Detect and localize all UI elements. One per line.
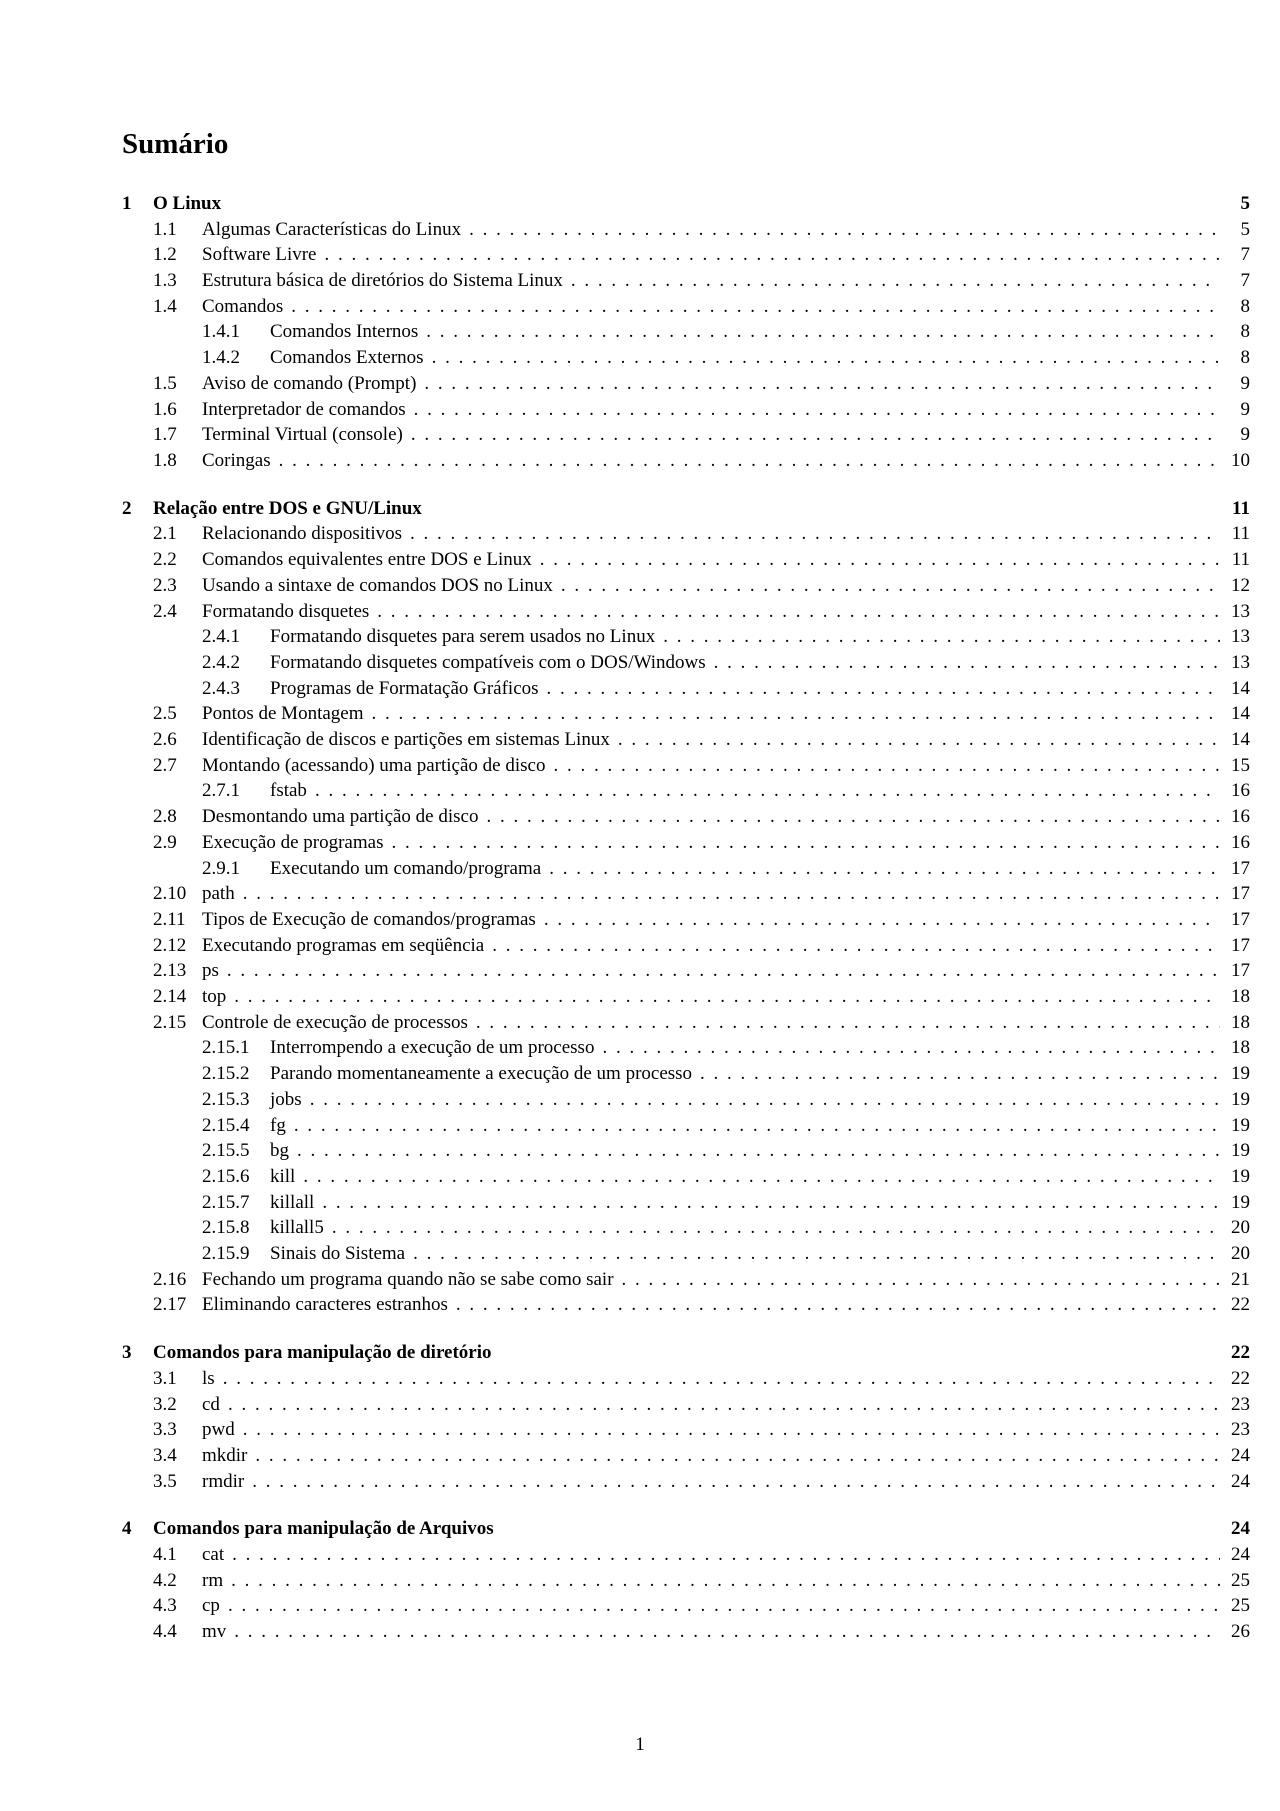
toc-entry-number: 4.2 — [153, 1569, 177, 1591]
toc-entry-page: 13 — [1231, 600, 1250, 622]
toc-entry-number: 2.12 — [153, 934, 187, 956]
toc-section-entry — [122, 267, 1250, 293]
toc-entry-number: 1.3 — [153, 269, 177, 291]
toc-section-entry — [122, 829, 1250, 855]
toc-entry-page: 7 — [1240, 243, 1250, 265]
toc-subsection-entry — [122, 1163, 1250, 1189]
toc-entry-number: 2.15 — [153, 1011, 187, 1033]
toc-entry-number: 3.2 — [153, 1393, 177, 1415]
toc-dot-leader — [426, 322, 1220, 341]
toc-subsection-entry — [122, 649, 1250, 675]
toc-dot-leader — [231, 1571, 1220, 1590]
toc-section-entry — [122, 216, 1250, 242]
toc-dot-leader — [228, 1395, 1220, 1414]
toc-entry-number: 2.13 — [153, 959, 187, 981]
toc-entry-title: cp — [202, 1594, 220, 1616]
toc-entry-number: 3.5 — [153, 1470, 177, 1492]
toc-entry-page: 11 — [1231, 522, 1250, 544]
toc-entry-title: pwd — [202, 1418, 235, 1440]
toc-entry-number: 4 — [122, 1517, 132, 1539]
toc-entry-page: 8 — [1240, 320, 1250, 342]
toc-entry-page: 7 — [1240, 269, 1250, 291]
toc-entry-number: 2.17 — [153, 1293, 187, 1315]
toc-entry-title: mkdir — [202, 1444, 248, 1466]
toc-dot-leader — [252, 1472, 1220, 1491]
toc-entry-page: 25 — [1231, 1594, 1250, 1616]
toc-entry-number: 2.15.2 — [202, 1062, 250, 1084]
toc-section-entry — [122, 932, 1250, 958]
toc-entry-page: 24 — [1231, 1444, 1250, 1466]
toc-entry-title: Relação entre DOS e GNU/Linux — [153, 497, 422, 519]
toc-section-entry — [122, 572, 1250, 598]
toc-section-entry — [122, 752, 1250, 778]
toc-entry-number: 2.4.2 — [202, 651, 240, 673]
toc-entry-title: Comandos Externos — [270, 346, 424, 368]
toc-subsection-entry — [122, 1214, 1250, 1240]
toc-entry-title: cat — [202, 1543, 225, 1565]
toc-dot-leader — [315, 781, 1220, 800]
toc-entry-title: Desmontando uma partição de disco — [202, 805, 479, 827]
toc-entry-page: 13 — [1231, 625, 1250, 647]
toc-entry-page: 19 — [1231, 1062, 1250, 1084]
toc-section-entry — [122, 726, 1250, 752]
toc-subsection-entry — [122, 1060, 1250, 1086]
toc-entry-page: 14 — [1231, 728, 1250, 750]
toc-entry-number: 1.1 — [153, 218, 177, 240]
toc-section-entry — [122, 1416, 1250, 1442]
toc-entry-page: 17 — [1231, 908, 1250, 930]
toc-entry-title: Montando (acessando) uma partição de disco — [202, 754, 546, 776]
toc-subsection-entry — [122, 318, 1250, 344]
toc-dot-leader — [700, 1064, 1220, 1083]
toc-dot-leader — [571, 271, 1220, 290]
toc-entry-title: ls — [202, 1367, 215, 1389]
toc-entry-number: 2.1 — [153, 522, 177, 544]
toc-entry-page: 23 — [1231, 1393, 1250, 1415]
toc-section-entry — [122, 1442, 1250, 1468]
toc-dot-leader — [476, 1013, 1220, 1032]
toc-entry-number: 4.1 — [153, 1543, 177, 1565]
toc-section-entry — [122, 1291, 1250, 1317]
toc-dot-leader — [234, 1622, 1220, 1641]
toc-dot-leader — [279, 451, 1220, 470]
toc-section-entry — [122, 957, 1250, 983]
toc-section-entry — [122, 1468, 1250, 1494]
toc-subsection-entry — [122, 1086, 1250, 1112]
toc-entry-title: rm — [202, 1569, 224, 1591]
toc-entry-title: Identificação de discos e partições em sistemas Linux — [202, 728, 610, 750]
toc-entry-page: 19 — [1231, 1088, 1250, 1110]
toc-entry-title: ps — [202, 959, 219, 981]
toc-title: Sumário — [122, 128, 229, 160]
toc-entry-title: Software Livre — [202, 243, 317, 265]
toc-section-entry — [122, 447, 1250, 473]
toc-subsection-entry — [122, 1034, 1250, 1060]
toc-entry-number: 2.9.1 — [202, 857, 240, 879]
toc-subsection-entry — [122, 344, 1250, 370]
toc-dot-leader — [414, 400, 1220, 419]
toc-entry-number: 2.2 — [153, 548, 177, 570]
toc-entry-page: 14 — [1231, 702, 1250, 724]
toc-subsection-entry — [122, 675, 1250, 701]
toc-section-entry — [122, 396, 1250, 422]
toc-entry-page: 16 — [1231, 779, 1250, 801]
toc-subsection-entry — [122, 1189, 1250, 1215]
toc-entry-title: Programas de Formatação Gráficos — [270, 677, 539, 699]
toc-entry-title: Parando momentaneamente a execução de um processo — [270, 1062, 693, 1084]
toc-entry-title: top — [202, 985, 227, 1007]
toc-entry-title: cd — [202, 1393, 220, 1415]
toc-entry-page: 19 — [1231, 1139, 1250, 1161]
toc-dot-leader — [561, 576, 1220, 595]
toc-dot-leader — [234, 987, 1220, 1006]
toc-dot-leader — [391, 833, 1220, 852]
toc-entry-page: 11 — [1231, 548, 1250, 570]
toc-dot-leader — [410, 524, 1220, 543]
toc-entry-title: fg — [270, 1114, 286, 1136]
toc-entry-number: 2.15.7 — [202, 1191, 250, 1213]
toc-dot-leader — [432, 348, 1220, 367]
toc-section-entry — [122, 700, 1250, 726]
toc-entry-title: Coringas — [202, 449, 271, 471]
toc-dot-leader — [456, 1295, 1220, 1314]
toc-chapter-entry — [122, 495, 1250, 521]
toc-dot-leader — [714, 653, 1220, 672]
toc-section-entry — [122, 906, 1250, 932]
toc-dot-leader — [469, 220, 1220, 239]
toc-entry-title: Interrompendo a execução de um processo — [270, 1036, 595, 1058]
toc-dot-leader — [332, 1218, 1220, 1237]
toc-entry-page: 24 — [1231, 1543, 1250, 1565]
toc-entry-title: Tipos de Execução de comandos/programas — [202, 908, 536, 930]
toc-entry-page: 19 — [1231, 1114, 1250, 1136]
toc-entry-page: 17 — [1231, 882, 1250, 904]
toc-entry-title: killall5 — [270, 1216, 324, 1238]
toc-section-entry — [122, 370, 1250, 396]
toc-entry-number: 2.15.3 — [202, 1088, 250, 1110]
toc-entry-number: 2.4 — [153, 600, 177, 622]
toc-dot-leader — [223, 1369, 1220, 1388]
toc-entry-title: Algumas Características do Linux — [202, 218, 462, 240]
toc-entry-title: Sinais do Sistema — [270, 1242, 406, 1264]
toc-entry-page: 5 — [1240, 218, 1250, 240]
toc-entry-number: 3.3 — [153, 1418, 177, 1440]
toc-entry-title: kill — [270, 1165, 296, 1187]
toc-entry-number: 4.4 — [153, 1620, 177, 1642]
toc-entry-page: 17 — [1231, 857, 1250, 879]
toc-entry-page: 16 — [1231, 831, 1250, 853]
toc-entry-title: Executando um comando/programa — [270, 857, 542, 879]
toc-entry-number: 1.4 — [153, 295, 177, 317]
toc-entry-title: Eliminando caracteres estranhos — [202, 1293, 448, 1315]
toc-entry-page: 22 — [1231, 1293, 1250, 1315]
toc-dot-leader — [602, 1038, 1220, 1057]
toc-entry-number: 2.15.5 — [202, 1139, 250, 1161]
toc-entry-number: 2.15.9 — [202, 1242, 250, 1264]
toc-entry-title: jobs — [270, 1088, 302, 1110]
toc-entry-title: Formatando disquetes — [202, 600, 370, 622]
toc-dot-leader — [549, 859, 1220, 878]
toc-entry-page: 8 — [1240, 295, 1250, 317]
toc-chapter-entry — [122, 190, 1250, 216]
toc-dot-leader — [424, 374, 1220, 393]
toc-dot-leader — [622, 1270, 1220, 1289]
toc-entry-page: 9 — [1240, 372, 1250, 394]
toc-section-entry — [122, 1365, 1250, 1391]
toc-entry-title: Aviso de comando (Prompt) — [202, 372, 417, 394]
toc-entry-page: 25 — [1231, 1569, 1250, 1591]
toc-entry-page: 10 — [1231, 449, 1250, 471]
toc-section-entry — [122, 1009, 1250, 1035]
toc-subsection-entry — [122, 855, 1250, 881]
toc-entry-number: 2.7 — [153, 754, 177, 776]
page-number: 1 — [635, 1734, 645, 1755]
toc-section-entry — [122, 1266, 1250, 1292]
toc-entry-title: Pontos de Montagem — [202, 702, 364, 724]
toc-subsection-entry — [122, 623, 1250, 649]
toc-section-entry — [122, 1592, 1250, 1618]
toc-entry-page: 24 — [1231, 1470, 1250, 1492]
toc-dot-leader — [377, 602, 1220, 621]
toc-entry-page: 16 — [1231, 805, 1250, 827]
toc-entry-number: 1.2 — [153, 243, 177, 265]
toc-entry-page: 26 — [1231, 1620, 1250, 1642]
toc-entry-number: 2.10 — [153, 882, 187, 904]
toc-entry-title: O Linux — [153, 192, 222, 214]
toc-entry-page: 15 — [1231, 754, 1250, 776]
toc-entry-title: bg — [270, 1139, 289, 1161]
toc-entry-title: Usando a sintaxe de comandos DOS no Linux — [202, 574, 553, 596]
toc-entry-page: 20 — [1231, 1216, 1250, 1238]
toc-entry-number: 2.8 — [153, 805, 177, 827]
toc-entry-page: 24 — [1231, 1517, 1250, 1539]
toc-entry-page: 19 — [1231, 1165, 1250, 1187]
toc-entry-number: 2.15.4 — [202, 1114, 250, 1136]
toc-entry-page: 22 — [1231, 1341, 1250, 1363]
toc-entry-page: 17 — [1231, 959, 1250, 981]
toc-dot-leader — [544, 910, 1220, 929]
toc-entry-title: Execução de programas — [202, 831, 384, 853]
toc-entry-page: 18 — [1231, 1036, 1250, 1058]
toc-section-entry — [122, 293, 1250, 319]
toc-section-entry — [122, 983, 1250, 1009]
toc-entry-title: Formatando disquetes para serem usados no Linux — [270, 625, 656, 647]
toc-section-entry — [122, 1541, 1250, 1567]
toc-entry-title: Terminal Virtual (console) — [202, 423, 403, 445]
toc-entry-title: Comandos Internos — [270, 320, 419, 342]
toc-entry-page: 23 — [1231, 1418, 1250, 1440]
toc-entry-page: 9 — [1240, 423, 1250, 445]
toc-entry-page: 18 — [1231, 985, 1250, 1007]
toc-entry-page: 20 — [1231, 1242, 1250, 1264]
toc-entry-number: 4.3 — [153, 1594, 177, 1616]
toc-section-entry — [122, 546, 1250, 572]
toc-entry-title: killall — [270, 1191, 315, 1213]
toc-entry-title: Estrutura básica de diretórios do Sistema Linux — [202, 269, 563, 291]
toc-dot-leader — [492, 936, 1220, 955]
toc-entry-number: 2.7.1 — [202, 779, 240, 801]
toc-entry-title: Executando programas em seqüência — [202, 934, 485, 956]
toc-entry-number: 1.4.2 — [202, 346, 240, 368]
toc-entry-number: 2.5 — [153, 702, 177, 724]
toc-dot-leader — [243, 884, 1220, 903]
toc-entry-title: Comandos para manipulação de diretório — [153, 1341, 492, 1363]
toc-section-entry — [122, 241, 1250, 267]
toc-entry-number: 2 — [122, 497, 132, 519]
toc-entry-number: 1.8 — [153, 449, 177, 471]
toc-dot-leader — [324, 245, 1220, 264]
toc-entry-title: Fechando um programa quando não se sabe como sair — [202, 1268, 614, 1290]
toc-entry-page: 19 — [1231, 1191, 1250, 1213]
toc-entry-title: Comandos para manipulação de Arquivos — [153, 1517, 494, 1539]
toc-section-entry — [122, 803, 1250, 829]
toc-entry-page: 22 — [1231, 1367, 1250, 1389]
toc-section-entry — [122, 421, 1250, 447]
toc-dot-leader — [413, 1244, 1220, 1263]
toc-dot-leader — [255, 1446, 1220, 1465]
toc-entry-page: 17 — [1231, 934, 1250, 956]
toc-entry-number: 2.15.8 — [202, 1216, 250, 1238]
toc-dot-leader — [294, 1116, 1220, 1135]
toc-dot-leader — [540, 550, 1220, 569]
toc-section-entry — [122, 520, 1250, 546]
toc-entry-number: 2.4.3 — [202, 677, 240, 699]
toc-dot-leader — [486, 807, 1220, 826]
toc-subsection-entry — [122, 1137, 1250, 1163]
toc-entry-page: 13 — [1231, 651, 1250, 673]
toc-entry-title: path — [202, 882, 235, 904]
toc-dot-leader — [618, 730, 1220, 749]
toc-entry-title: Interpretador de comandos — [202, 398, 406, 420]
toc-entry-number: 2.15.1 — [202, 1036, 250, 1058]
toc-entry-number: 1.6 — [153, 398, 177, 420]
toc-chapter-entry — [122, 1339, 1250, 1365]
toc-entry-title: rmdir — [202, 1470, 245, 1492]
toc-dot-leader — [243, 1420, 1220, 1439]
toc-chapter-entry — [122, 1515, 1250, 1541]
toc-section-entry — [122, 1618, 1250, 1644]
toc-entry-number: 3.4 — [153, 1444, 177, 1466]
toc-dot-leader — [372, 704, 1221, 723]
toc-entry-number: 2.3 — [153, 574, 177, 596]
toc-dot-leader — [322, 1193, 1220, 1212]
toc-dot-leader — [297, 1141, 1220, 1160]
toc-entry-page: 21 — [1231, 1268, 1250, 1290]
toc-entry-number: 2.14 — [153, 985, 187, 1007]
toc-section-entry — [122, 1567, 1250, 1593]
toc-dot-leader — [291, 297, 1220, 316]
toc-entry-page: 9 — [1240, 398, 1250, 420]
toc-dot-leader — [303, 1167, 1220, 1186]
toc-entry-number: 1 — [122, 192, 132, 214]
toc-entry-title: Relacionando dispositivos — [202, 522, 403, 544]
toc-entry-number: 2.11 — [153, 908, 186, 930]
toc-entry-page: 14 — [1231, 677, 1250, 699]
toc-section-entry — [122, 880, 1250, 906]
toc-subsection-entry — [122, 1112, 1250, 1138]
toc-entry-page: 5 — [1240, 192, 1250, 214]
toc-dot-leader — [232, 1545, 1220, 1564]
toc-entry-title: Comandos — [202, 295, 284, 317]
toc-entry-number: 2.15.6 — [202, 1165, 250, 1187]
toc-section-entry — [122, 598, 1250, 624]
toc-entry-number: 2.6 — [153, 728, 177, 750]
toc-entry-number: 1.7 — [153, 423, 177, 445]
toc-entry-number: 2.9 — [153, 831, 177, 853]
toc-subsection-entry — [122, 777, 1250, 803]
toc-entry-number: 3 — [122, 1341, 132, 1363]
toc-entry-title: mv — [202, 1620, 227, 1642]
toc-entry-title: Formatando disquetes compatíveis com o DOS/Windows — [270, 651, 706, 673]
toc-entry-title: fstab — [270, 779, 307, 801]
toc-subsection-entry — [122, 1240, 1250, 1266]
toc-entry-number: 2.4.1 — [202, 625, 240, 647]
toc-entry-page: 8 — [1240, 346, 1250, 368]
toc-entry-number: 2.16 — [153, 1268, 187, 1290]
toc-entry-page: 18 — [1231, 1011, 1250, 1033]
toc-entry-number: 1.4.1 — [202, 320, 240, 342]
toc-dot-leader — [663, 627, 1220, 646]
toc-dot-leader — [411, 425, 1220, 444]
toc-dot-leader — [310, 1090, 1220, 1109]
toc-entry-number: 3.1 — [153, 1367, 177, 1389]
toc-dot-leader — [547, 679, 1220, 698]
toc-entry-page: 11 — [1232, 497, 1250, 519]
toc-entry-page: 12 — [1231, 574, 1250, 596]
toc-section-entry — [122, 1391, 1250, 1417]
toc-entry-title: Comandos equivalentes entre DOS e Linux — [202, 548, 532, 570]
toc-dot-leader — [553, 756, 1220, 775]
toc-entry-number: 1.5 — [153, 372, 177, 394]
toc-dot-leader — [227, 961, 1220, 980]
toc-entry-title: Controle de execução de processos — [202, 1011, 468, 1033]
toc-dot-leader — [228, 1596, 1220, 1615]
